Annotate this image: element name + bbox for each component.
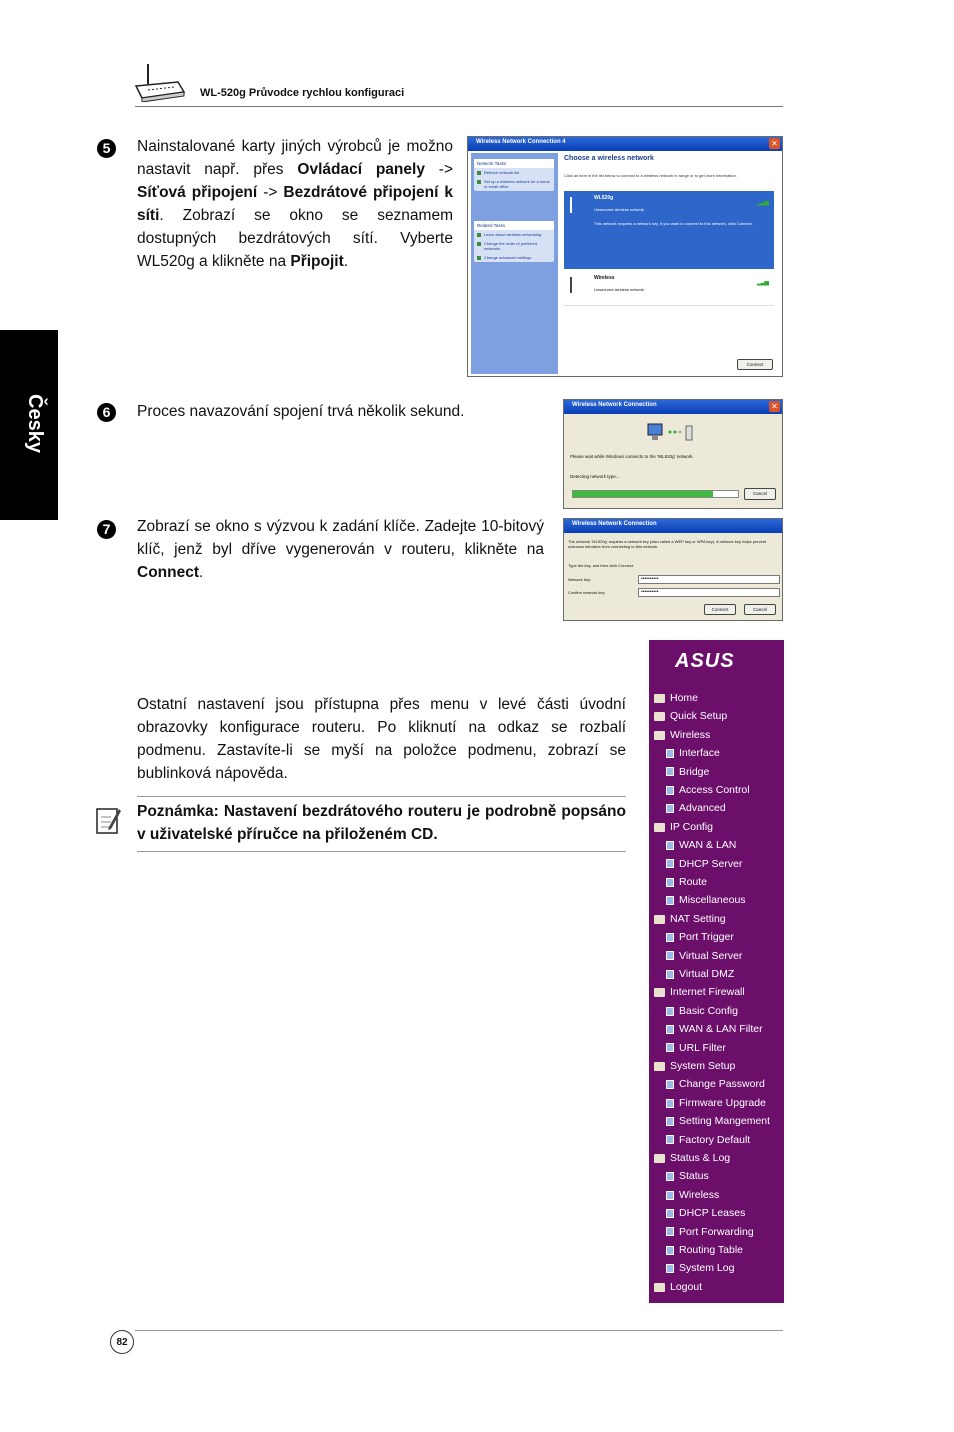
page-icon	[666, 951, 674, 960]
menu-item-label: DHCP Server	[679, 857, 743, 870]
menu-item-port-trigger[interactable]	[666, 931, 734, 943]
menu-item-label: Change Password	[679, 1078, 765, 1091]
wireless-network-list-screenshot	[467, 136, 783, 377]
menu-item-internet-firewall[interactable]	[654, 986, 745, 998]
network-tasks-box	[474, 159, 554, 191]
network-key-input[interactable]: ••••••••••	[638, 575, 780, 584]
folder-icon	[654, 731, 665, 740]
step-7-number: 7	[97, 520, 116, 539]
menu-item-wan-lan[interactable]	[666, 839, 736, 851]
network-name: Wireless	[594, 275, 615, 281]
menu-item-virtual-server[interactable]	[666, 950, 742, 962]
page-icon	[666, 1246, 674, 1255]
menu-item-factory-default[interactable]	[666, 1134, 750, 1146]
page-icon	[666, 1117, 674, 1126]
connect-button[interactable]: Connect	[704, 604, 736, 615]
page-icon	[666, 1080, 674, 1089]
page-icon	[666, 1191, 674, 1200]
key-dialog-message: The network 'WL520g' requires a network key (also called a WEP key or WPA key). A network key helps prevent unknown intruders from connecting to this network.	[568, 539, 767, 549]
setup-network-link[interactable]: Set up a wireless network for a home or small office	[474, 177, 554, 191]
menu-item-label: Internet Firewall	[670, 986, 745, 999]
page-icon	[666, 933, 674, 942]
folder-icon	[654, 823, 665, 832]
menu-item-port-forwarding[interactable]	[666, 1226, 754, 1238]
related-tasks-title: Related Tasks	[474, 221, 554, 230]
connection-progress-bar	[572, 490, 739, 498]
step-5-number: 5	[97, 139, 116, 158]
page-icon	[666, 1227, 674, 1236]
menu-item-label: Access Control	[679, 784, 750, 796]
menu-item-label: Quick Setup	[670, 710, 728, 723]
menu-item-url-filter[interactable]	[666, 1042, 726, 1054]
menu-item-dhcp-server[interactable]	[666, 858, 742, 870]
folder-icon	[654, 1283, 665, 1292]
page-icon	[666, 970, 674, 979]
page-icon	[666, 1209, 674, 1218]
folder-icon	[654, 712, 665, 721]
page-icon	[666, 749, 674, 758]
menu-item-label: WAN & LAN	[679, 839, 737, 852]
asus-logo: ASUS	[675, 650, 735, 672]
menu-item-label: Status & Log	[670, 1152, 731, 1164]
menu-item-route[interactable]	[666, 876, 707, 888]
menu-item-home[interactable]	[654, 692, 698, 704]
page-icon	[666, 896, 674, 905]
menu-item-logout[interactable]	[654, 1281, 702, 1293]
note-pencil-icon	[95, 805, 121, 835]
menu-item-label: System Log	[679, 1262, 735, 1275]
confirm-key-label: Confirm network key:	[568, 590, 606, 595]
menu-item-label: Interface	[679, 747, 720, 760]
menu-item-label: Port Trigger	[679, 931, 734, 944]
step-6-number: 6	[97, 403, 116, 422]
page-icon	[666, 1172, 674, 1181]
menu-item-status-log[interactable]	[654, 1152, 730, 1164]
antenna-icon	[570, 277, 580, 293]
header-divider	[135, 106, 783, 107]
menu-item-interface[interactable]	[666, 747, 720, 759]
network-list-intro: Click an item in the list below to connect to a wireless network in range or to get more information.	[564, 173, 737, 178]
menu-item-quick-setup[interactable]	[654, 710, 727, 722]
menu-item-label: WAN & LAN Filter	[679, 1023, 763, 1036]
menu-item-label: Port Forwarding	[679, 1225, 754, 1238]
header-title: WL-520g Průvodce rychlou konfiguraci	[200, 87, 405, 99]
window-titlebar	[468, 137, 782, 151]
page-icon	[666, 804, 674, 813]
menu-item-nat-setting[interactable]	[654, 913, 726, 925]
connecting-status: Detecting network type...	[570, 474, 620, 479]
page-icon	[666, 859, 674, 868]
menu-item-routing-table[interactable]	[666, 1244, 743, 1256]
page-icon	[666, 878, 674, 887]
menu-item-access-control[interactable]	[666, 784, 750, 796]
menu-item-system-setup[interactable]	[654, 1060, 735, 1072]
window-titlebar	[564, 519, 782, 533]
menu-item-ip-config[interactable]	[654, 821, 713, 833]
router-icon	[134, 62, 186, 102]
menu-item-label: Basic Config	[679, 1004, 738, 1017]
network-list-panel	[562, 153, 779, 373]
close-icon[interactable]: ✕	[769, 138, 780, 149]
menu-item-status[interactable]	[666, 1170, 709, 1182]
menu-item-label: Setting Mangement	[679, 1115, 771, 1128]
network-status: Unsecured wireless network	[594, 207, 645, 212]
change-order-link[interactable]: Change the order of preferred networks	[474, 239, 554, 253]
menu-item-basic-config[interactable]	[666, 1005, 738, 1017]
window-title: Wireless Network Connection	[572, 402, 657, 408]
menu-item-virtual-dmz[interactable]	[666, 968, 734, 980]
menu-item-label: IP Config	[670, 820, 713, 833]
connection-progress-fill	[573, 491, 713, 497]
page-icon	[666, 1007, 674, 1016]
menu-item-wireless[interactable]	[654, 729, 710, 741]
page-icon	[666, 1043, 674, 1052]
menu-description: Ostatní nastavení jsou přístupna přes menu v levé části úvodní obrazovky konfigurace routeru. Po kliknutí na odkaz se rozbalí podmenu. Zastavíte-li se myší na položce podmenu, zobrazí se bublinková nápověda.	[137, 696, 626, 782]
language-tab-label: Česky	[24, 394, 46, 453]
folder-icon	[654, 988, 665, 997]
network-note: This network requires a network key. If you want to connect to this network, click Connect.	[594, 221, 753, 226]
network-item[interactable]	[564, 271, 774, 306]
note-bottom-rule	[137, 851, 626, 852]
menu-item-firmware-upgrade[interactable]	[666, 1097, 766, 1109]
confirm-key-input[interactable]: ••••••••••	[638, 588, 780, 597]
menu-item-label: Logout	[670, 1280, 703, 1293]
window-titlebar	[564, 400, 782, 414]
network-name: WL520g	[594, 195, 614, 201]
menu-item-label: System Setup	[670, 1060, 736, 1072]
folder-icon	[654, 915, 665, 924]
menu-item-label: Route	[679, 876, 708, 888]
page-icon	[666, 767, 674, 776]
menu-item-bridge[interactable]	[666, 766, 709, 778]
signal-strength-icon: ▂▃▅	[757, 280, 768, 286]
page-number: 82	[110, 1330, 134, 1354]
step-7-text: Zobrazí se okno s výzvou k zadání klíče. Zadejte 10-bitový klíč, jenž byl dříve vygenerován v routeru, klikněte na Connect.	[137, 518, 544, 581]
signal-strength-icon: ▂▃▅	[757, 200, 768, 206]
step-5-text: Nainstalované karty jiných výrobců je možno nastavit např. přes Ovládací panely -> Síťová připojení -> Bezdrátové připojení k síti. Zobrazí se okno se seznamem dostupných bezdrátových sítí. Vyberte WL520g a klikněte na Připojit.	[137, 138, 454, 270]
network-item-selected[interactable]	[564, 191, 774, 269]
computer-network-icon	[644, 422, 704, 444]
window-title: Wireless Network Connection 4	[476, 139, 566, 145]
advanced-settings-link[interactable]: Change advanced settings	[474, 253, 554, 262]
menu-item-system-log[interactable]	[666, 1262, 734, 1274]
connecting-message: Please wait while Windows connects to the 'WL520g' network.	[570, 454, 694, 459]
cancel-button[interactable]: Cancel	[744, 604, 776, 615]
menu-item-label: Wireless	[670, 728, 711, 741]
page-icon	[666, 841, 674, 850]
network-status: Unsecured wireless network	[594, 287, 645, 292]
menu-item-setting-mangement[interactable]	[666, 1115, 770, 1127]
page-icon	[666, 1264, 674, 1273]
note-top-rule	[137, 796, 626, 797]
page-icon	[666, 1135, 674, 1144]
task-sidebar	[471, 153, 558, 374]
connect-button[interactable]: Connect	[737, 359, 773, 370]
menu-item-miscellaneous[interactable]	[666, 894, 746, 906]
page-icon	[666, 1025, 674, 1034]
menu-item-label: Virtual Server	[679, 949, 743, 962]
window-title: Wireless Network Connection	[572, 521, 657, 527]
menu-item-label: Home	[670, 692, 699, 704]
antenna-icon	[570, 197, 580, 213]
folder-icon	[654, 694, 665, 703]
language-tab	[0, 330, 58, 520]
menu-item-label: Virtual DMZ	[679, 968, 735, 980]
refresh-network-link[interactable]: Refresh network list	[474, 168, 554, 177]
menu-item-label: Routing Table	[679, 1244, 744, 1256]
page-icon	[666, 786, 674, 795]
learn-wireless-link[interactable]: Learn about wireless networking	[474, 230, 554, 239]
connecting-dialog-screenshot	[563, 399, 783, 509]
menu-item-label: Wireless	[679, 1188, 720, 1201]
menu-item-label: NAT Setting	[670, 912, 726, 925]
page-icon	[666, 1099, 674, 1108]
network-list-heading: Choose a wireless network	[564, 155, 654, 162]
key-dialog-prompt: Type the key, and then click Connect.	[568, 563, 635, 568]
menu-item-label: Status	[679, 1170, 709, 1183]
asus-menu-panel	[649, 640, 784, 1303]
close-icon[interactable]: ✕	[769, 401, 780, 412]
network-tasks-title: Network Tasks	[474, 159, 554, 168]
menu-item-label: DHCP Leases	[679, 1207, 746, 1220]
menu-item-wan-lan-filter[interactable]	[666, 1023, 763, 1035]
menu-item-label: Bridge	[679, 765, 710, 778]
cancel-button[interactable]: Cancel	[744, 488, 776, 500]
menu-item-dhcp-leases[interactable]	[666, 1207, 745, 1219]
menu-item-change-password[interactable]	[666, 1078, 765, 1090]
folder-icon	[654, 1154, 665, 1163]
menu-item-label: Firmware Upgrade	[679, 1096, 766, 1109]
network-key-dialog-screenshot	[563, 518, 783, 621]
menu-item-label: Factory Default	[679, 1133, 751, 1146]
step-6-text: Proces navazování spojení trvá několik sekund.	[137, 403, 465, 420]
network-key-label: Network key:	[568, 577, 592, 582]
note-text: Poznámka: Nastavení bezdrátového routeru je podrobně popsáno v uživatelské příručce na přiloženém CD.	[137, 803, 626, 843]
menu-item-label: Miscellaneous	[679, 894, 746, 907]
menu-item-label: Advanced	[679, 802, 726, 815]
folder-icon	[654, 1062, 665, 1071]
footer-rule	[135, 1330, 783, 1331]
related-tasks-box	[474, 221, 554, 262]
menu-item-wireless[interactable]	[666, 1189, 719, 1201]
menu-item-advanced[interactable]	[666, 802, 726, 814]
menu-item-label: URL Filter	[679, 1041, 726, 1054]
